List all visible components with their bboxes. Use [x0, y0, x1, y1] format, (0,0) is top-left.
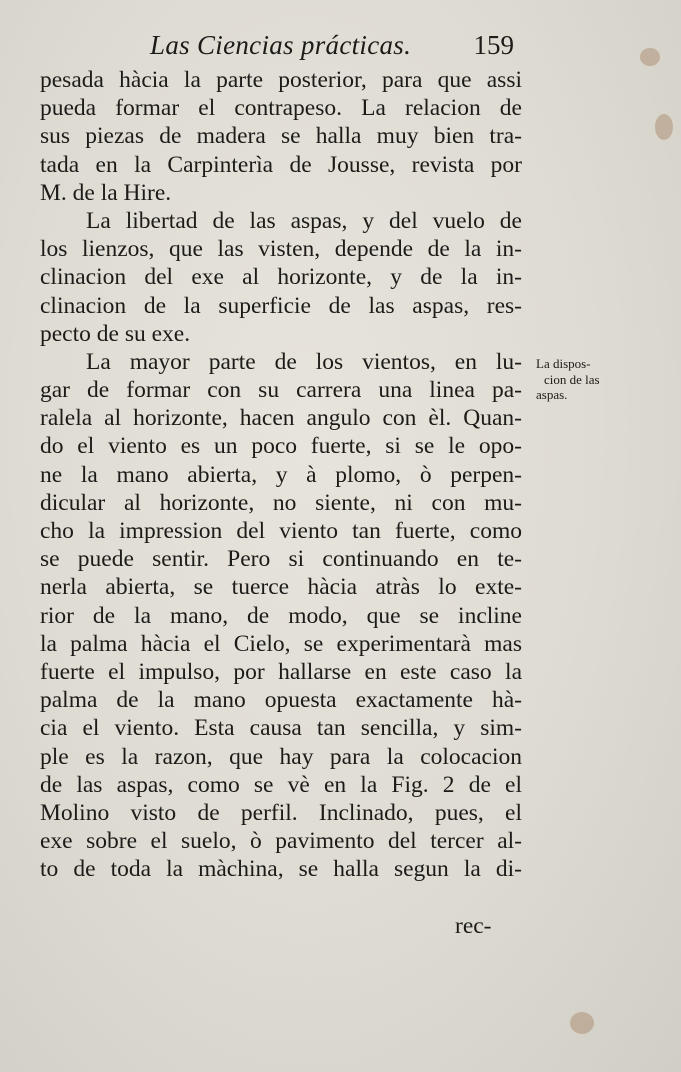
foxing-stain — [640, 48, 660, 66]
text-line: nerla abierta, se tuerce hàcia atràs lo exte- — [40, 574, 522, 601]
text-line: tada en la Carpinterìa de Jousse, revista por — [40, 151, 522, 178]
text-line: fuerte el impulso, por hallarse en este caso la — [40, 658, 522, 685]
text-line: to de toda la màchina, se halla segun la di- — [40, 856, 522, 883]
text-line: sus piezas de madera se halla muy bien tra- — [40, 123, 522, 150]
text-line: clinacion de la superficie de las aspas, res- — [40, 292, 522, 319]
foxing-stain — [570, 1012, 594, 1034]
text-line: de las aspas, como se vè en la Fig. 2 de el — [40, 771, 522, 798]
text-line: cia el viento. Esta causa tan sencilla, y sim- — [40, 715, 522, 742]
margin-note-line: cion de las — [544, 371, 600, 387]
page-number: 159 — [473, 30, 514, 60]
text-line: ple es la razon, que hay para la colocacion — [40, 743, 522, 770]
text-line: cho la impression del viento tan fuerte, como — [40, 518, 522, 544]
foxing-stain — [655, 114, 673, 140]
margin-note-line: La dispos- — [536, 356, 591, 371]
text-line: pesada hàcia la parte posterior, para que assi — [40, 67, 522, 93]
running-head — [150, 30, 520, 70]
text-line: pecto de su exe. — [40, 320, 191, 347]
text-line: M. de la Hire. — [40, 179, 172, 206]
body-text — [40, 66, 522, 883]
text-line: dicular al horizonte, no siente, ni con mu- — [40, 489, 522, 516]
text-line: la palma hàcia el Cielo, se experimentarà mas — [40, 630, 522, 657]
margin-note — [536, 356, 626, 403]
text-line: ralela al horizonte, hacen angulo con èl. Quan- — [40, 405, 522, 432]
text-line: Molino visto de perfil. Inclinado, pues, el — [40, 799, 522, 826]
text-line: rior de la mano, de modo, que se incline — [40, 602, 522, 629]
margin-note-line: aspas. — [536, 387, 568, 402]
running-title: Las Ciencias prácticas. — [150, 30, 412, 60]
text-line: gar de formar con su carrera una linea pa- — [40, 377, 522, 404]
catchword: rec- — [455, 913, 492, 939]
text-line: do el viento es un poco fuerte, si se le opo- — [40, 433, 522, 460]
text-line: pueda formar el contrapeso. La relacion de — [40, 95, 522, 122]
text-line: se puede sentir. Pero si continuando en te- — [40, 546, 522, 573]
text-line: palma de la mano opuesta exactamente hà- — [40, 687, 522, 714]
text-line: La mayor parte de los vientos, en lu- — [86, 348, 522, 375]
text-line: clinacion del exe al horizonte, y de la in- — [40, 264, 522, 291]
text-line: los lienzos, que las visten, depende de la in- — [40, 236, 522, 263]
text-line: ne la mano abierta, y à plomo, ò perpen- — [40, 461, 522, 488]
text-line: exe sobre el suelo, ò pavimento del tercer al- — [40, 828, 522, 855]
text-line: La libertad de las aspas, y del vuelo de — [86, 207, 522, 234]
